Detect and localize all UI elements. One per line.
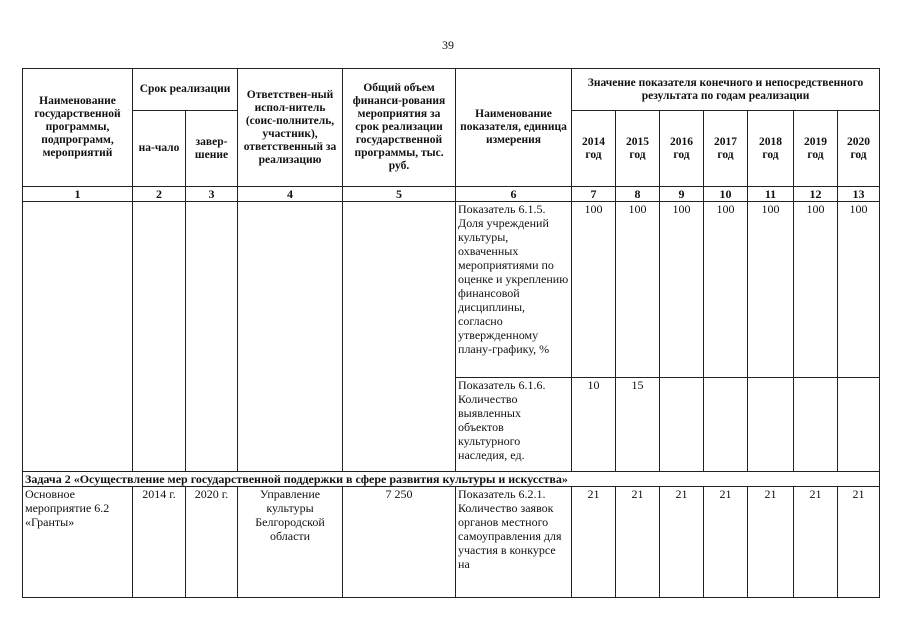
header-period: Срок реализации bbox=[133, 69, 238, 111]
value-cell: 100 bbox=[704, 202, 748, 378]
column-number: 9 bbox=[660, 187, 704, 202]
value-cell: 10 bbox=[572, 378, 616, 472]
column-number: 10 bbox=[704, 187, 748, 202]
column-number: 7 bbox=[572, 187, 616, 202]
header-end: завер-шение bbox=[186, 111, 238, 187]
column-number: 6 bbox=[456, 187, 572, 202]
column-number: 3 bbox=[186, 187, 238, 202]
value-cell: 100 bbox=[748, 202, 794, 378]
header-name: Наименование государственной программы, подпрограмм, мероприятий bbox=[23, 69, 133, 187]
value-cell: 21 bbox=[838, 487, 880, 598]
header-year: 2014 год bbox=[572, 111, 616, 187]
table-row bbox=[23, 202, 880, 378]
activity-name-cell: Основное мероприятие 6.2 «Гранты» bbox=[23, 487, 133, 598]
indicator-cell: Показатель 6.2.1. Количество заявок органов местного самоуправления для участия в конкурсе на bbox=[456, 487, 572, 598]
value-cell bbox=[704, 378, 748, 472]
value-cell bbox=[660, 378, 704, 472]
column-number-row bbox=[23, 187, 880, 202]
empty-cell bbox=[133, 202, 186, 472]
header-year: 2019 год bbox=[794, 111, 838, 187]
value-cell bbox=[748, 378, 794, 472]
start-cell: 2014 г. bbox=[133, 487, 186, 598]
task-heading: Задача 2 «Осуществление мер государственной поддержки в сфере развития культуры и искусства» bbox=[23, 472, 880, 487]
header-year: 2018 год bbox=[748, 111, 794, 187]
table-row bbox=[23, 487, 880, 598]
column-number: 8 bbox=[616, 187, 660, 202]
column-number: 1 bbox=[23, 187, 133, 202]
program-table bbox=[22, 68, 880, 598]
value-cell: 100 bbox=[660, 202, 704, 378]
end-cell: 2020 г. bbox=[186, 487, 238, 598]
header-year: 2016 год bbox=[660, 111, 704, 187]
header-year: 2020 год bbox=[838, 111, 880, 187]
header-year: 2015 год bbox=[616, 111, 660, 187]
indicator-cell: Показатель 6.1.5. Доля учреждений культуры, охваченных мероприятиями по оценке и укреплению финансовой дисциплины, согласно утвержденному плану-графику, % bbox=[456, 202, 572, 378]
header-volume: Общий объем финанси-рования мероприятия за срок реализации государственной программы, тыс. руб. bbox=[343, 69, 456, 187]
value-cell: 21 bbox=[794, 487, 838, 598]
header-values: Значение показателя конечного и непосредственного результата по годам реализации bbox=[572, 69, 880, 111]
volume-cell: 7 250 bbox=[343, 487, 456, 598]
task-row bbox=[23, 472, 880, 487]
header-responsible: Ответствен-ный испол-нитель (соис-полнитель, участник), ответственный за реализацию bbox=[238, 69, 343, 187]
value-cell: 100 bbox=[838, 202, 880, 378]
value-cell: 100 bbox=[794, 202, 838, 378]
column-number: 11 bbox=[748, 187, 794, 202]
column-number: 2 bbox=[133, 187, 186, 202]
empty-cell bbox=[23, 202, 133, 472]
value-cell: 21 bbox=[572, 487, 616, 598]
column-number: 13 bbox=[838, 187, 880, 202]
value-cell bbox=[838, 378, 880, 472]
value-cell: 100 bbox=[616, 202, 660, 378]
column-number: 12 bbox=[794, 187, 838, 202]
column-number: 5 bbox=[343, 187, 456, 202]
value-cell: 21 bbox=[616, 487, 660, 598]
empty-cell bbox=[186, 202, 238, 472]
column-number: 4 bbox=[238, 187, 343, 202]
page-number: 39 bbox=[442, 38, 454, 52]
header-year: 2017 год bbox=[704, 111, 748, 187]
responsible-cell: Управление культуры Белгородской области bbox=[238, 487, 343, 598]
value-cell: 21 bbox=[660, 487, 704, 598]
empty-cell bbox=[238, 202, 343, 472]
value-cell: 100 bbox=[572, 202, 616, 378]
value-cell: 15 bbox=[616, 378, 660, 472]
header-indicator: Наименование показателя, единица измерения bbox=[456, 69, 572, 187]
indicator-cell: Показатель 6.1.6. Количество выявленных объектов культурного наследия, ед. bbox=[456, 378, 572, 472]
value-cell: 21 bbox=[748, 487, 794, 598]
empty-cell bbox=[343, 202, 456, 472]
value-cell: 21 bbox=[704, 487, 748, 598]
header-start: на-чало bbox=[133, 111, 186, 187]
value-cell bbox=[794, 378, 838, 472]
